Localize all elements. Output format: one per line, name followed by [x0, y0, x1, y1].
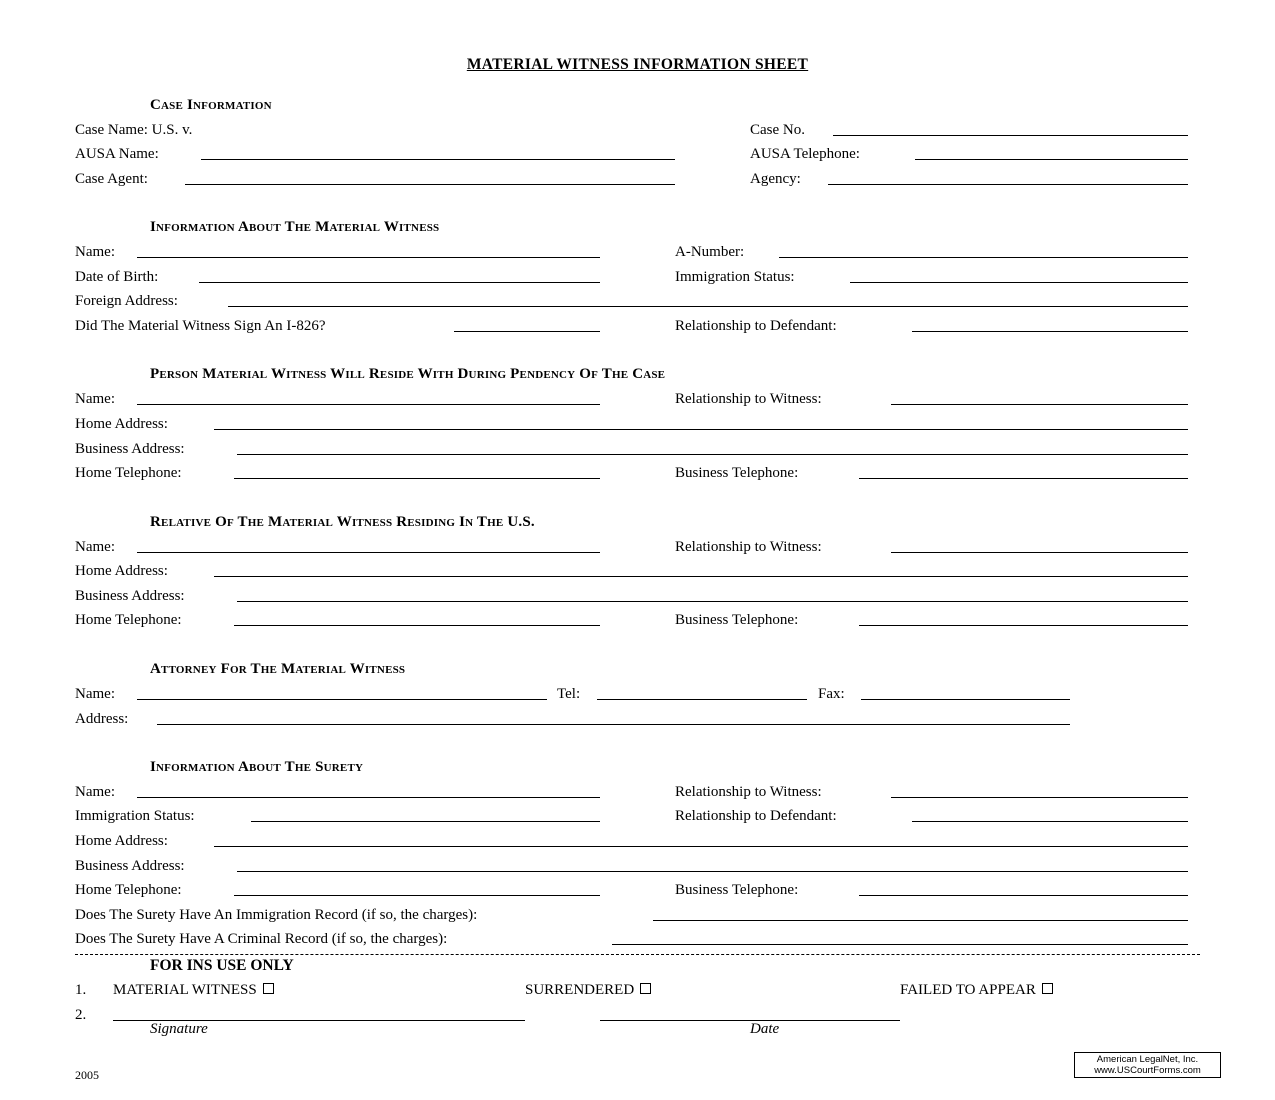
section-heading-surety: Information About The Surety: [150, 759, 364, 775]
section-heading-case-information: Case Information: [150, 97, 272, 113]
relative-relationship-label: Relationship to Witness:: [675, 539, 822, 555]
case-no-label: Case No.: [750, 122, 805, 138]
ins-item-2-number: 2.: [75, 1007, 87, 1023]
case-name-label: Case Name: U.S. v.: [75, 122, 193, 138]
i826-label: Did The Material Witness Sign An I-826?: [75, 318, 326, 334]
failed-to-appear-option[interactable]: [900, 980, 1053, 1000]
form-year: 2005: [75, 1068, 99, 1082]
cut-line-divider: [75, 954, 1200, 955]
surety-immigration-record-field[interactable]: [653, 920, 1188, 921]
foreign-address-label: Foreign Address:: [75, 293, 178, 309]
dob-field[interactable]: [199, 282, 600, 283]
immigration-status-field[interactable]: [850, 282, 1188, 283]
surety-name-label: Name:: [75, 784, 115, 800]
reside-home-address-label: Home Address:: [75, 416, 168, 432]
attorney-tel-field[interactable]: [597, 699, 807, 700]
reside-business-address-label: Business Address:: [75, 441, 185, 457]
immigration-status-label: Immigration Status:: [675, 269, 795, 285]
failed-to-appear-checkbox[interactable]: [1042, 983, 1053, 994]
reside-home-address-field[interactable]: [214, 429, 1188, 430]
surety-name-field[interactable]: [137, 797, 600, 798]
reside-business-address-field[interactable]: [237, 454, 1188, 455]
surety-immigration-record-label: Does The Surety Have An Immigration Record (if so, the charges):: [75, 907, 478, 923]
reside-relationship-label: Relationship to Witness:: [675, 391, 822, 407]
case-agent-label: Case Agent:: [75, 171, 148, 187]
material-witness-label: MATERIAL WITNESS: [113, 982, 257, 998]
witness-relationship-defendant-field[interactable]: [912, 331, 1188, 332]
attorney-tel-label: Tel:: [557, 686, 581, 702]
relative-business-telephone-field[interactable]: [859, 625, 1188, 626]
witness-name-label: Name:: [75, 244, 115, 260]
case-agent-field[interactable]: [185, 184, 675, 185]
section-heading-attorney: Attorney For The Material Witness: [150, 661, 406, 677]
relative-home-telephone-label: Home Telephone:: [75, 612, 182, 628]
surety-business-address-label: Business Address:: [75, 858, 185, 874]
material-witness-checkbox[interactable]: [263, 983, 274, 994]
attorney-name-label: Name:: [75, 686, 115, 702]
date-caption: Date: [750, 1021, 780, 1037]
relative-business-telephone-label: Business Telephone:: [675, 612, 799, 628]
foreign-address-field[interactable]: [228, 306, 1188, 307]
surrendered-checkbox[interactable]: [640, 983, 651, 994]
agency-label: Agency:: [750, 171, 801, 187]
publisher-url: www.USCourtForms.com: [1094, 1065, 1201, 1076]
ausa-name-field[interactable]: [201, 159, 675, 160]
relative-name-label: Name:: [75, 539, 115, 555]
signature-caption: Signature: [150, 1021, 208, 1037]
reside-business-telephone-field[interactable]: [859, 478, 1188, 479]
case-no-field[interactable]: [833, 135, 1188, 136]
surety-criminal-record-label: Does The Surety Have A Criminal Record (if so, the charges):: [75, 931, 448, 947]
agency-field[interactable]: [828, 184, 1188, 185]
publisher-stamp: [1074, 1052, 1221, 1078]
surety-business-telephone-field[interactable]: [859, 895, 1188, 896]
surety-relationship-defendant-label: Relationship to Defendant:: [675, 808, 837, 824]
reside-name-field[interactable]: [137, 404, 600, 405]
publisher-name: American LegalNet, Inc.: [1096, 1054, 1199, 1065]
i826-field[interactable]: [454, 331, 600, 332]
attorney-fax-field[interactable]: [861, 699, 1070, 700]
surety-home-telephone-field[interactable]: [234, 895, 600, 896]
reside-business-telephone-label: Business Telephone:: [675, 465, 799, 481]
reside-home-telephone-field[interactable]: [234, 478, 600, 479]
section-heading-reside-with: Person Material Witness Will Reside With During Pendency Of The Case: [150, 366, 666, 382]
form-title: MATERIAL WITNESS INFORMATION SHEET: [466, 56, 809, 73]
ausa-telephone-label: AUSA Telephone:: [750, 146, 860, 162]
relative-relationship-field[interactable]: [891, 552, 1188, 553]
dob-label: Date of Birth:: [75, 269, 159, 285]
surety-relationship-witness-label: Relationship to Witness:: [675, 784, 822, 800]
surrendered-label: SURRENDERED: [525, 982, 635, 998]
a-number-label: A-Number:: [675, 244, 745, 260]
ausa-telephone-field[interactable]: [915, 159, 1188, 160]
surety-criminal-record-field[interactable]: [612, 944, 1188, 945]
surety-business-address-field[interactable]: [237, 871, 1188, 872]
attorney-name-field[interactable]: [137, 699, 547, 700]
attorney-address-field[interactable]: [157, 724, 1070, 725]
surrendered-option[interactable]: [525, 980, 651, 1000]
reside-home-telephone-label: Home Telephone:: [75, 465, 182, 481]
reside-name-label: Name:: [75, 391, 115, 407]
attorney-fax-label: Fax:: [818, 686, 845, 702]
ins-use-heading: FOR INS USE ONLY: [150, 957, 294, 974]
surety-home-telephone-label: Home Telephone:: [75, 882, 182, 898]
attorney-address-label: Address:: [75, 711, 129, 727]
relative-home-address-field[interactable]: [214, 576, 1188, 577]
witness-relationship-defendant-label: Relationship to Defendant:: [675, 318, 837, 334]
ins-item-1-number: 1.: [75, 982, 87, 998]
relative-home-address-label: Home Address:: [75, 563, 168, 579]
surety-home-address-label: Home Address:: [75, 833, 168, 849]
a-number-field[interactable]: [779, 257, 1188, 258]
surety-immigration-status-field[interactable]: [251, 821, 600, 822]
witness-name-field[interactable]: [137, 257, 600, 258]
reside-relationship-field[interactable]: [891, 404, 1188, 405]
surety-home-address-field[interactable]: [214, 846, 1188, 847]
relative-home-telephone-field[interactable]: [234, 625, 600, 626]
material-witness-option[interactable]: [113, 980, 274, 1000]
relative-business-address-label: Business Address:: [75, 588, 185, 604]
surety-business-telephone-label: Business Telephone:: [675, 882, 799, 898]
ausa-name-label: AUSA Name:: [75, 146, 159, 162]
surety-immigration-status-label: Immigration Status:: [75, 808, 195, 824]
failed-to-appear-label: FAILED TO APPEAR: [900, 982, 1036, 998]
section-heading-relative: Relative Of The Material Witness Residing In The U.S.: [150, 514, 535, 530]
relative-name-field[interactable]: [137, 552, 600, 553]
surety-relationship-witness-field[interactable]: [891, 797, 1188, 798]
section-heading-witness-information: Information About The Material Witness: [150, 219, 440, 235]
surety-relationship-defendant-field[interactable]: [912, 821, 1188, 822]
relative-business-address-field[interactable]: [237, 601, 1188, 602]
